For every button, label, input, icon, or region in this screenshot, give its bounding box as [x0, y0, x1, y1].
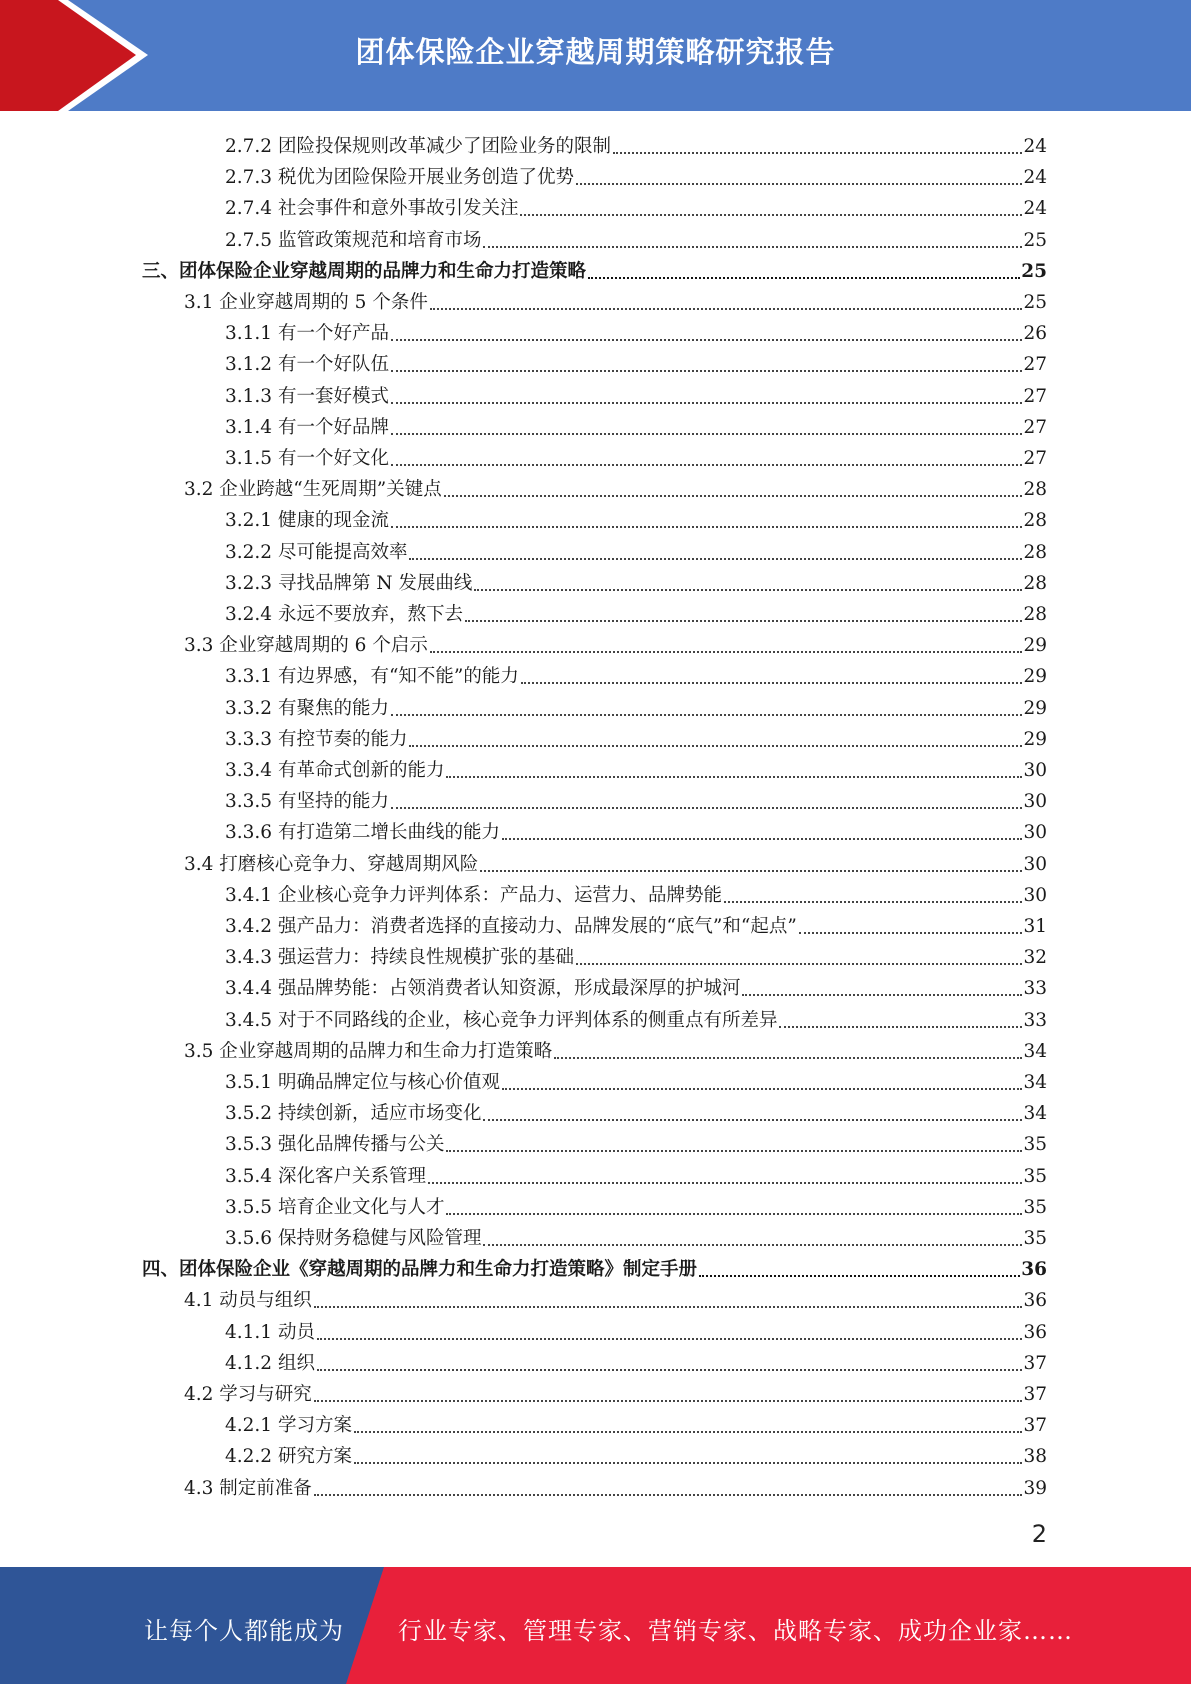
toc-entry-page: 34 [1023, 1072, 1047, 1093]
toc-entry-title: 2.7.5 监管政策规范和培育市场 [225, 229, 482, 251]
toc-entry[interactable] [225, 1002, 1047, 1033]
toc-entry[interactable] [142, 253, 1047, 284]
toc-dot-leader [314, 1300, 1023, 1308]
toc-entry-title: 三、团体保险企业穿越周期的品牌力和生命力打造策略 [142, 260, 587, 282]
toc-dot-leader [724, 895, 1022, 903]
toc-entry-page: 25 [1021, 260, 1047, 282]
toc-entry-page: 34 [1023, 1103, 1047, 1125]
toc-entry-title: 3.3.2 有聚焦的能力 [225, 697, 389, 719]
toc-entry[interactable] [225, 315, 1047, 346]
toc-entry-page: 24 [1023, 136, 1047, 157]
toc-entry[interactable] [225, 502, 1047, 533]
toc-entry[interactable] [225, 1095, 1047, 1126]
toc-entry-title: 3.1.3 有一套好模式 [225, 385, 389, 407]
toc-entry-page: 36 [1021, 1259, 1047, 1281]
toc-entry-page: 28 [1023, 510, 1047, 532]
toc-entry[interactable] [184, 1033, 1047, 1064]
toc-dot-leader [474, 583, 1022, 591]
toc-entry-page: 37 [1023, 1384, 1047, 1405]
toc-entry-page: 28 [1023, 604, 1047, 625]
toc-entry-page: 31 [1023, 916, 1047, 937]
toc-entry-title: 3.3.5 有坚持的能力 [225, 791, 389, 813]
toc-entry[interactable] [184, 1376, 1047, 1407]
toc-dot-leader [520, 208, 1022, 216]
toc-entry-title: 4.3 制定前准备 [184, 1477, 312, 1499]
toc-dot-leader [391, 364, 1022, 372]
toc-entry-title: 3.4 打磨核心竞争力、穿越周期风险 [184, 853, 479, 875]
toc-entry-page: 30 [1023, 822, 1047, 844]
toc-dot-leader [391, 520, 1022, 528]
toc-entry-page: 24 [1023, 167, 1047, 189]
toc-entry-page: 29 [1023, 635, 1047, 657]
toc-entry[interactable] [225, 222, 1047, 253]
toc-dot-leader [799, 926, 1023, 934]
toc-dot-leader [576, 957, 1022, 965]
toc-entry-page: 25 [1023, 292, 1047, 313]
toc-dot-leader [391, 708, 1022, 716]
toc-dot-leader [354, 1425, 1023, 1433]
toc-entry[interactable] [184, 1470, 1047, 1501]
toc-entry-page: 27 [1023, 416, 1047, 438]
toc-entry[interactable] [225, 190, 1047, 221]
toc-entry-title: 3.4.1 企业核心竞争力评判体系：产品力、运营力、品牌势能 [225, 884, 722, 906]
toc-entry-title: 3.1.5 有一个好文化 [225, 448, 389, 469]
toc-entry[interactable] [184, 627, 1047, 658]
toc-dot-leader [699, 1269, 1020, 1277]
toc-dot-leader [480, 864, 1022, 872]
toc-dot-leader [317, 1332, 1023, 1340]
toc-dot-leader [521, 676, 1023, 684]
toc-entry-title: 3.4.3 强运营力：持续良性规模扩张的基础 [225, 947, 574, 969]
toc-entry-page: 27 [1023, 385, 1047, 407]
toc-entry-page: 36 [1023, 1290, 1047, 1312]
toc-dot-leader [409, 739, 1022, 747]
toc-entry[interactable] [225, 1345, 1047, 1376]
toc-entry[interactable] [225, 128, 1047, 159]
toc-entry-title: 3.5.3 强化品牌传播与公关 [225, 1134, 445, 1156]
toc-entry[interactable] [225, 1407, 1047, 1438]
report-title: 团体保险企业穿越周期策略研究报告 [355, 35, 836, 69]
toc-entry-title: 3.3.3 有控节奏的能力 [225, 728, 408, 750]
toc-entry[interactable] [225, 814, 1047, 845]
toc-entry-title: 3.4.5 对于不同路线的企业，核心竞争力评判体系的侧重点有所差异 [225, 1009, 778, 1031]
toc-entry[interactable] [225, 877, 1047, 908]
toc-entry[interactable] [225, 1220, 1047, 1251]
toc-entry[interactable] [184, 1282, 1047, 1313]
toc-entry-page: 38 [1023, 1446, 1047, 1468]
toc-entry[interactable] [184, 846, 1047, 877]
toc-entry[interactable] [225, 721, 1047, 752]
toc-entry-title: 3.3 企业穿越周期的 6 个启示 [184, 635, 428, 657]
toc-entry-page: 28 [1023, 479, 1047, 501]
toc-entry-page: 35 [1023, 1228, 1047, 1249]
toc-entry[interactable] [225, 908, 1047, 939]
page-header [0, 0, 1191, 111]
toc-entry-page: 37 [1023, 1352, 1047, 1374]
toc-dot-leader [446, 1144, 1022, 1152]
toc-entry-title: 3.5.1 明确品牌定位与核心价值观 [225, 1072, 500, 1093]
toc-dot-leader [314, 1488, 1023, 1496]
toc-entry-title: 3.1 企业穿越周期的 5 个条件 [184, 292, 428, 313]
toc-entry[interactable] [225, 596, 1047, 627]
toc-entry[interactable] [184, 471, 1047, 502]
toc-entry-title: 2.7.3 税优为团险保险开展业务创造了优势 [225, 167, 574, 189]
toc-entry-title: 2.7.4 社会事件和意外事故引发关注 [225, 198, 519, 220]
toc-dot-leader [742, 988, 1022, 996]
toc-entry-title: 3.2.4 永远不要放弃，熬下去 [225, 604, 463, 625]
toc-entry-title: 4.1.1 动员 [225, 1321, 315, 1343]
toc-dot-leader [317, 1363, 1023, 1371]
toc-entry-title: 4.1.2 组织 [225, 1352, 315, 1374]
toc-dot-leader [391, 427, 1022, 435]
toc-entry-title: 3.5.6 保持财务稳健与风险管理 [225, 1228, 482, 1249]
toc-entry-title: 3.2.2 尽可能提高效率 [225, 541, 408, 563]
toc-entry[interactable] [225, 565, 1047, 596]
toc-dot-leader [588, 271, 1020, 279]
toc-entry-page: 33 [1023, 1009, 1047, 1031]
toc-entry[interactable] [184, 284, 1047, 315]
toc-dot-leader [483, 1238, 1022, 1246]
toc-dot-leader [430, 645, 1023, 653]
toc-entry-title: 4.2.1 学习方案 [225, 1415, 352, 1437]
toc-entry[interactable] [225, 378, 1047, 409]
toc-dot-leader [444, 489, 1023, 497]
toc-entry-title: 3.4.2 强产品力：消费者选择的直接动力、品牌发展的“底气”和“起点” [225, 916, 797, 937]
toc-entry-page: 32 [1023, 947, 1047, 969]
toc-entry[interactable] [225, 752, 1047, 783]
toc-entry-page: 26 [1023, 323, 1047, 345]
toc-dot-leader [576, 177, 1022, 185]
toc-dot-leader [465, 614, 1022, 622]
toc-entry[interactable] [225, 1314, 1047, 1345]
toc-entry-page: 25 [1023, 229, 1047, 251]
toc-entry[interactable] [225, 346, 1047, 377]
toc-entry[interactable] [225, 690, 1047, 721]
toc-dot-leader [409, 552, 1022, 560]
toc-entry-title: 4.1 动员与组织 [184, 1290, 312, 1312]
toc-entry-title: 3.2.3 寻找品牌第 N 发展曲线 [225, 572, 473, 594]
toc-entry[interactable] [225, 409, 1047, 440]
toc-entry-page: 27 [1023, 448, 1047, 469]
toc-dot-leader [391, 801, 1022, 809]
toc-entry-title: 2.7.2 团险投保规则改革减少了团险业务的限制 [225, 136, 611, 157]
toc-entry-page: 35 [1023, 1165, 1047, 1187]
toc-dot-leader [446, 770, 1022, 778]
toc-entry[interactable] [225, 159, 1047, 190]
page-footer [0, 1567, 1191, 1684]
toc-entry-page: 24 [1023, 198, 1047, 220]
toc-entry-title: 3.5 企业穿越周期的品牌力和生命力打造策略 [184, 1040, 553, 1062]
toc-dot-leader [779, 1020, 1022, 1028]
toc-entry-page: 30 [1023, 760, 1047, 781]
toc-dot-leader [391, 458, 1022, 466]
footer-roles: 行业专家、管理专家、营销专家、战略专家、成功企业家…… [398, 1617, 1073, 1645]
toc-entry-title: 3.5.2 持续创新，适应市场变化 [225, 1103, 482, 1125]
toc-dot-leader [502, 1082, 1022, 1090]
toc-entry-title: 3.3.4 有革命式创新的能力 [225, 760, 445, 781]
toc-entry[interactable] [225, 939, 1047, 970]
toc-entry-title: 3.3.1 有边界感，有“知不能”的能力 [225, 666, 519, 688]
toc-entry-title: 4.2.2 研究方案 [225, 1446, 352, 1468]
toc-entry-title: 3.3.6 有打造第二增长曲线的能力 [225, 822, 500, 844]
toc-entry-title: 3.5.5 培育企业文化与人才 [225, 1196, 445, 1218]
toc-entry-page: 29 [1023, 697, 1047, 719]
toc-dot-leader [430, 302, 1023, 310]
toc-entry-page: 29 [1023, 728, 1047, 750]
toc-entry-page: 35 [1023, 1134, 1047, 1156]
toc-dot-leader [483, 1113, 1022, 1121]
toc-entry-page: 39 [1023, 1477, 1047, 1499]
toc-entry[interactable] [225, 1189, 1047, 1220]
toc-dot-leader [354, 1456, 1023, 1464]
toc-entry-title: 3.4.4 强品牌势能：占领消费者认知资源，形成最深厚的护城河 [225, 978, 741, 1000]
toc-entry-page: 28 [1023, 572, 1047, 594]
toc-dot-leader [483, 240, 1022, 248]
toc-entry[interactable] [142, 1251, 1047, 1282]
toc-entry[interactable] [225, 783, 1047, 814]
toc-entry-page: 29 [1023, 666, 1047, 688]
toc-entry-page: 33 [1023, 978, 1047, 1000]
toc-dot-leader [391, 333, 1022, 341]
toc-entry-title: 3.1.2 有一个好队伍 [225, 354, 389, 376]
toc-entry[interactable] [225, 1438, 1047, 1469]
toc-entry-title: 3.1.4 有一个好品牌 [225, 416, 389, 438]
toc-entry-page: 27 [1023, 354, 1047, 376]
toc-entry-title: 四、团体保险企业《穿越周期的品牌力和生命力打造策略》制定手册 [142, 1259, 698, 1281]
toc-entry[interactable] [225, 440, 1047, 471]
toc-entry-page: 35 [1023, 1196, 1047, 1218]
toc-dot-leader [314, 1394, 1023, 1402]
toc-dot-leader [428, 1176, 1022, 1184]
toc-entry-page: 30 [1023, 884, 1047, 906]
page-number: 2 [1031, 1520, 1047, 1548]
toc-dot-leader [613, 146, 1022, 154]
toc-entry[interactable] [225, 1158, 1047, 1189]
toc-entry-title: 3.2.1 健康的现金流 [225, 510, 389, 532]
toc-entry[interactable] [225, 1126, 1047, 1157]
toc-entry[interactable] [225, 658, 1047, 689]
footer-slogan: 让每个人都能成为 [144, 1617, 344, 1645]
toc-entry-page: 34 [1023, 1040, 1047, 1062]
toc-entry[interactable] [225, 1064, 1047, 1095]
toc-entry[interactable] [225, 970, 1047, 1001]
toc-entry-page: 30 [1023, 853, 1047, 875]
toc-entry-page: 36 [1023, 1321, 1047, 1343]
toc-entry-title: 3.2 企业跨越“生死周期”关键点 [184, 479, 442, 501]
toc-entry[interactable] [225, 534, 1047, 565]
toc-entry-page: 37 [1023, 1415, 1047, 1437]
toc-entry-title: 3.1.1 有一个好产品 [225, 323, 389, 345]
toc-dot-leader [554, 1051, 1022, 1059]
toc-dot-leader [446, 1207, 1022, 1215]
toc-dot-leader [502, 832, 1022, 840]
toc-entry-title: 4.2 学习与研究 [184, 1384, 312, 1405]
toc-entry-page: 30 [1023, 791, 1047, 813]
toc-dot-leader [391, 396, 1022, 404]
toc-entry-page: 28 [1023, 541, 1047, 563]
toc-entry-title: 3.5.4 深化客户关系管理 [225, 1165, 426, 1187]
